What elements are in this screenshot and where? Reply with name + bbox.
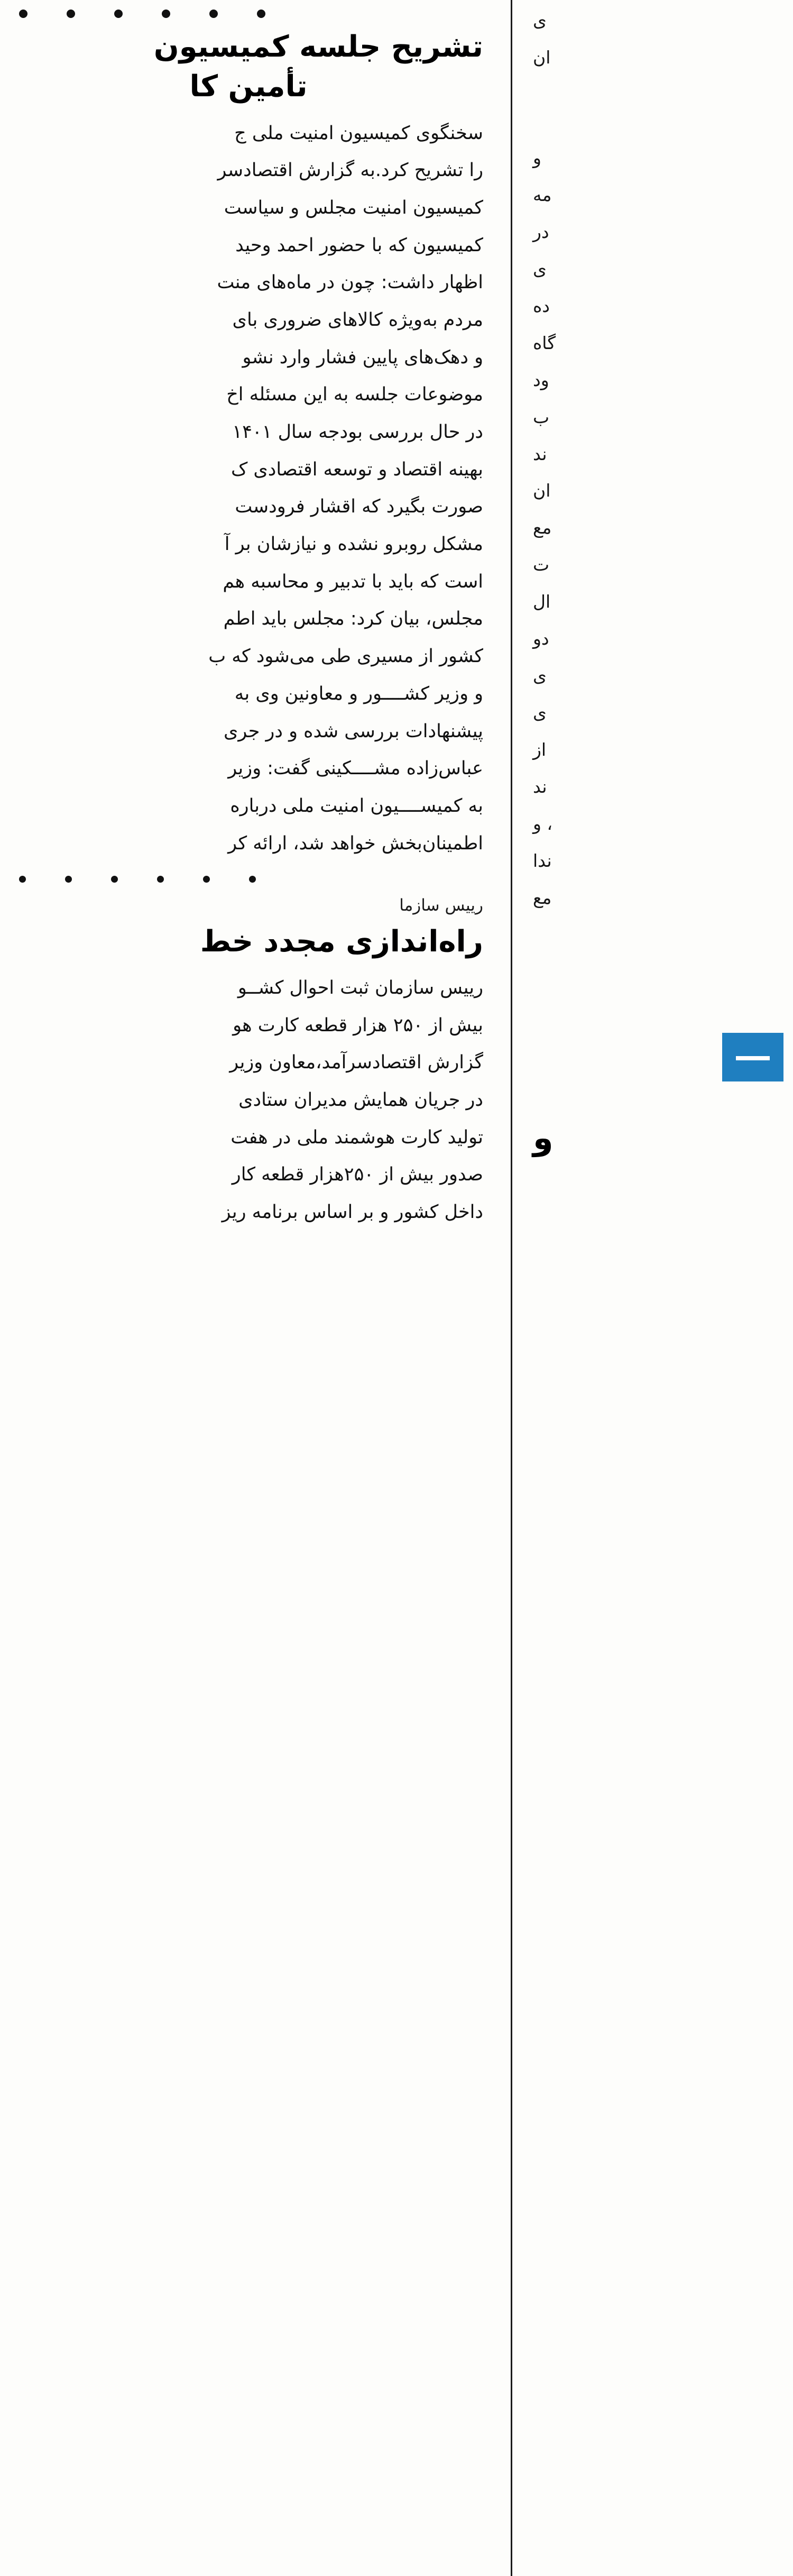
- side-fragment-line: ی: [533, 702, 547, 723]
- column-divider: [511, 0, 512, 2576]
- article-1-paragraph: موضوعات جلسه به این مسئله اخ: [226, 384, 483, 406]
- dot-icon: [67, 10, 75, 18]
- dot-icon: [111, 876, 118, 883]
- dot-icon: [19, 876, 26, 883]
- side-fragment-line: مع: [533, 517, 552, 538]
- article-2-paragraph: در جریان همایش مدیران ستادی: [238, 1089, 483, 1111]
- side-fragment-line: ندا: [533, 850, 552, 872]
- article-1-headline-line-1: تشریح جلسه کمیسیون: [153, 30, 483, 64]
- side-fragment-line: ان: [533, 47, 551, 68]
- article-1-paragraph: مردم به‌ویژه کالاهای ضروری بای: [232, 309, 483, 331]
- article-1-paragraph: است که باید با تدبیر و محاسبه هم: [223, 571, 483, 592]
- side-fragment-group-2: [533, 140, 783, 916]
- side-spacer: [533, 76, 783, 140]
- article-1-paragraph: مشکل روبرو نشده و نیازشان بر آ: [224, 534, 483, 555]
- article-2-headline: راه‌اندازی مجدد خط: [200, 924, 483, 959]
- article-1-paragraph: را تشریح کرد.به گزارش اقتصادسر: [217, 160, 483, 181]
- article-1-paragraph: صورت بگیرد که اقشار فرودست: [235, 496, 483, 518]
- dot-icon: [157, 876, 164, 883]
- dot-icon: [162, 10, 170, 18]
- side-fragment-line: ی: [533, 258, 547, 279]
- article-2-paragraph: گزارش اقتصادسرآمد،معاون وزیر: [229, 1052, 483, 1074]
- dot-icon: [209, 10, 218, 18]
- article-1-paragraph: کشور از مسیری طی می‌شود که ب: [208, 646, 483, 667]
- dot-icon: [19, 10, 27, 18]
- article-1-paragraph: و وزیر کشــــور و معاونین وی به: [234, 683, 483, 704]
- side-fragment-line: ب: [533, 406, 550, 427]
- side-fragment-line: از: [533, 739, 547, 760]
- dot-icon: [257, 10, 265, 18]
- side-fragment-line: در: [533, 221, 549, 242]
- dot-separator-top: [14, 0, 483, 23]
- side-fragment-group-1: [533, 2, 783, 76]
- article-1-paragraph: مجلس، بیان کرد: مجلس باید اطم: [223, 608, 483, 630]
- article-1-headline-line-2: تأمین کا: [189, 69, 308, 104]
- article-2-kicker: رییس سازما: [399, 896, 483, 915]
- article-2-paragraph: داخل کشور و بر اساس برنامه ریز: [222, 1202, 483, 1223]
- side-fragment-line: ود: [533, 369, 549, 390]
- article-1-body: [14, 115, 483, 863]
- side-fragment-line: دو: [533, 628, 549, 649]
- article-1-paragraph: اظهار داشت: چون در ماه‌های منت: [217, 272, 483, 294]
- article-1-paragraph: پیشنهادات بررسی شده و در جری: [224, 720, 483, 742]
- article-1-paragraph: و دهک‌های پایین فشار وارد نشو: [242, 346, 483, 368]
- dot-icon: [114, 10, 123, 18]
- side-fragment-line: ده: [533, 295, 550, 316]
- dot-icon: [249, 876, 256, 883]
- article-1-paragraph: به کمیســــیون امنیت ملی درباره: [230, 795, 483, 817]
- side-fragment-line: ان: [533, 480, 551, 501]
- article-1-paragraph: کمیسیون که با حضور احمد وحید: [235, 234, 483, 256]
- article-1-paragraph: سخنگوی کمیسیون امنیت ملی ج: [234, 122, 483, 144]
- side-fragment-line: ی: [533, 665, 547, 686]
- side-fragment-line: و: [533, 147, 541, 168]
- dot-separator-middle: [14, 862, 483, 888]
- article-1-paragraph: کمیسیون امنیت مجلس و سیاست: [224, 197, 483, 218]
- side-fragment-line: مع: [533, 887, 552, 908]
- section-badge: [722, 1033, 783, 1081]
- side-fragment-line: ت: [533, 554, 550, 575]
- article-2-body: [14, 969, 483, 1231]
- article-2-paragraph: صدور بیش از ۲۵۰هزار قطعه کار: [232, 1164, 483, 1186]
- side-fragment-line: ال: [533, 591, 551, 612]
- dot-icon: [203, 876, 210, 883]
- side-fragment-line: گاه: [533, 332, 556, 353]
- side-spacer: [533, 916, 783, 1017]
- article-2-paragraph: رییس سازمان ثبت احوال کشــو: [237, 977, 483, 999]
- article-2-paragraph: تولید کارت هوشمند ملی در هفت: [230, 1126, 483, 1148]
- side-display-word: و: [533, 1118, 554, 1157]
- article-1-paragraph: بهینه اقتصاد و توسعه اقتصادی ک: [230, 459, 483, 480]
- article-1-paragraph: اطمینان‌بخش خواهد شد، ارائه کر: [228, 832, 483, 854]
- article-1-paragraph: در حال بررسی بودجه سال ۱۴۰۱: [232, 421, 483, 443]
- dot-icon: [65, 876, 72, 883]
- side-fragment-line: ند: [533, 443, 547, 464]
- side-fragment-line: ، و: [533, 813, 553, 835]
- minus-icon: [736, 1056, 770, 1060]
- adjacent-column-fragment: [523, 0, 793, 2576]
- article-1-paragraph: عباس‌زاده مشــــکینی گفت: وزیر: [228, 758, 483, 780]
- side-fragment-line: ی: [533, 10, 547, 31]
- side-fragment-line: مه: [533, 184, 552, 205]
- article-2-paragraph: بیش از ۲۵۰ هزار قطعه کارت هو: [233, 1014, 483, 1036]
- side-fragment-line: ند: [533, 776, 547, 797]
